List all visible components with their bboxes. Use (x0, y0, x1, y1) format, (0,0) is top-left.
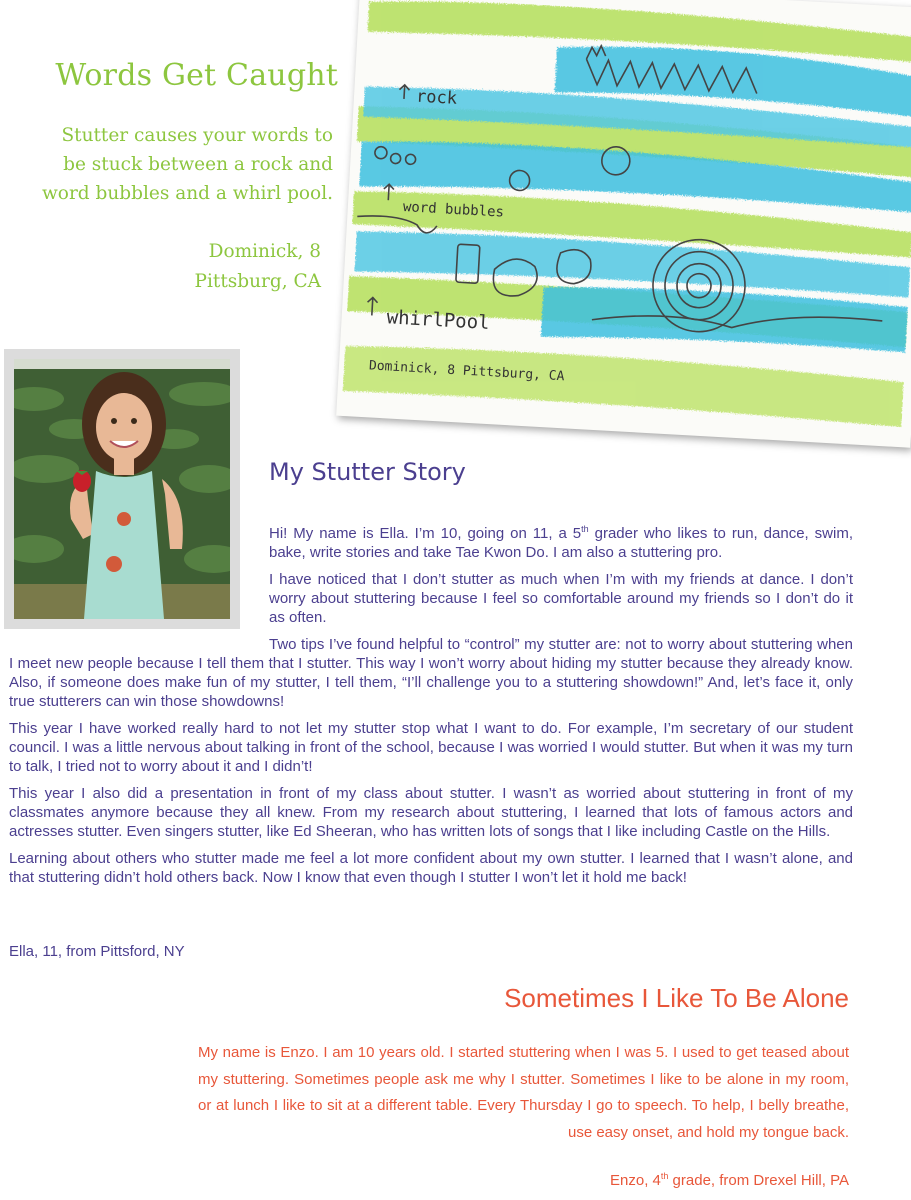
story-paragraph: Learning about others who stutter made me feel a lot more confident about my own stutter. I learned that I wasn’t alone, and that stuttering didn’t hold others back. Now I know that even though I stutter I won’t let it hold me back! (9, 850, 853, 886)
label-whirlpool: whirlPool (386, 306, 491, 335)
label-rock: rock (415, 86, 458, 109)
poem-title: Words Get Caught (55, 58, 338, 93)
story-paragraph (269, 524, 853, 562)
label-word-bubbles: word bubbles (402, 199, 505, 221)
story-paragraph: I have noticed that I don’t stutter as much when I’m with my friends at dance. I don’t worry about stuttering because I feel so comfortable around my friends so I don’t do it as often. (269, 571, 853, 626)
drawing-illustration (336, 0, 911, 448)
alone-credit-superscript: th (660, 1171, 669, 1181)
poem-line: be stuck between a rock and (63, 154, 333, 175)
label-signature: Dominick, 8 Pittsburg, CA (368, 358, 565, 385)
poem-credit (100, 237, 321, 297)
alone-credit (450, 1172, 849, 1189)
poem-author: Dominick, 8 (208, 241, 321, 262)
poem-location: Pittsburg, CA (194, 271, 321, 292)
alone-title: Sometimes I Like To Be Alone (504, 983, 849, 1013)
alone-credit-text: Enzo, 4 (610, 1172, 661, 1189)
story-paragraph: Two tips I’ve found helpful to “control” my stutter are: not to worry about stuttering when I meet new people because I tell them that I stutter. This way I won’t worry about hiding my stutter because they already know. Also, if someone does make fun of my stutter, I tell them, “I’ll challenge you to a stuttering showdown!” And, let’s face it, only true stutterers can win those showdowns! (9, 636, 853, 710)
story-paragraph: This year I also did a presentation in front of my class about stutter. I wasn’t as worried about stuttering in front of my classmates anymore because they all knew. From my research about stuttering, I learned that lots of famous actors and actresses stutter. Even singers stutter, like Ed Sheeran, who has written lots of songs that I like including Castle on the Hills. (9, 785, 853, 840)
poem-text (10, 121, 333, 208)
story-text: Hi! My name is Ella. I’m 10, going on 11, a 5 (269, 525, 582, 542)
poem-line: Stutter causes your words to (61, 125, 333, 146)
crayon-drawing (336, 0, 911, 448)
story-text: grader who likes to run, dance, swim, bake, write stories and take Tae Kwon Do. I am also a stuttering pro. (269, 525, 853, 561)
story-superscript: th (581, 524, 589, 534)
poem-line: word bubbles and a whirl pool. (41, 183, 333, 204)
story-body (9, 524, 853, 895)
story-title: My Stutter Story (269, 458, 466, 486)
story-credit: Ella, 11, from Pittsford, NY (9, 943, 185, 960)
story-paragraph: This year I have worked really hard to not let my stutter stop what I want to do. For example, I’m secretary of our student council. I was a little nervous about talking in front of the school, because I was worried I would stutter. But when it was my turn to talk, I tried not to worry about it and I didn’t! (9, 720, 853, 775)
alone-text: My name is Enzo. I am 10 years old. I started stuttering when I was 5. I used to get teased about my stuttering. Sometimes people ask me why I stutter. Sometimes I like to be alone in my room, or at lunch I like to sit at a different table. Every Thursday I go to speech. To help, I belly breathe, use easy onset, and hold my tongue back. (198, 1044, 849, 1141)
alone-credit-text: grade, from Drexel Hill, PA (668, 1172, 849, 1189)
